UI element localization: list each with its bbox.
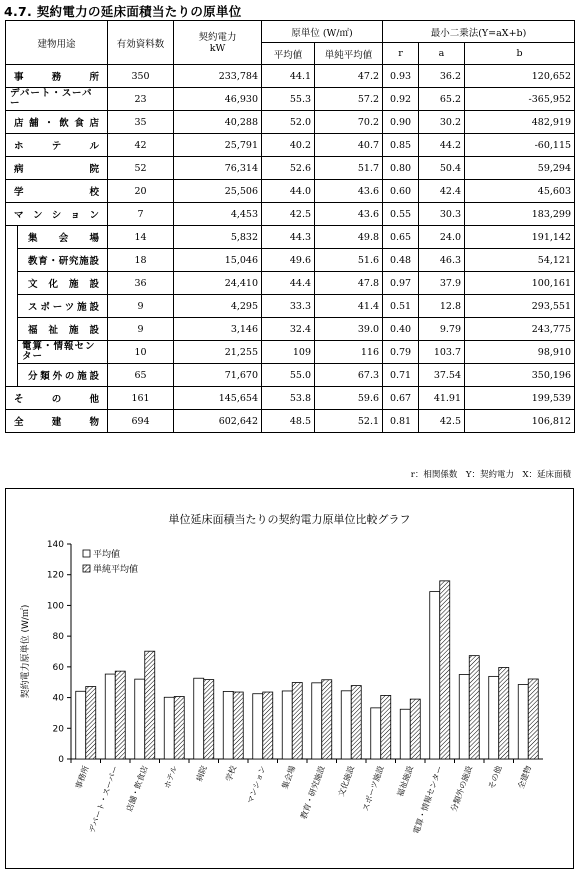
cell-b: 191,142 — [465, 226, 575, 249]
cell-avg: 53.8 — [262, 387, 315, 410]
cell-a: 42.4 — [419, 180, 465, 203]
cell-power: 46,930 — [174, 88, 262, 111]
cell-b: 183,299 — [465, 203, 575, 226]
bar — [174, 696, 184, 759]
table-note: r：相関係数 Y：契約電力 X：延床面積 — [410, 470, 571, 480]
y-tick-label: 140 — [46, 540, 64, 550]
y-tick-label: 20 — [52, 724, 64, 735]
cell-power: 15,046 — [174, 249, 262, 272]
x-tick-label: 福祉施設 — [395, 764, 416, 798]
cell-power: 4,453 — [174, 203, 262, 226]
cell-count: 23 — [108, 88, 174, 111]
bar — [351, 686, 361, 759]
cell-simple: 59.6 — [315, 387, 383, 410]
y-tick-label: 100 — [46, 601, 64, 612]
bar — [322, 680, 332, 759]
cell-a: 37.9 — [419, 272, 465, 295]
cell-simple: 41.4 — [315, 295, 383, 318]
bar — [76, 691, 86, 759]
cell-a: 30.2 — [419, 111, 465, 134]
table-row — [6, 341, 575, 364]
cell-a: 36.2 — [419, 65, 465, 88]
cell-a: 103.7 — [419, 341, 465, 364]
cell-simple: 43.6 — [315, 180, 383, 203]
bar — [86, 687, 96, 759]
row-label: 福 祉 施 設 — [18, 318, 108, 341]
x-tick-label: 店舗・飲食店 — [124, 764, 150, 813]
bar — [135, 679, 145, 759]
subgroup-indent — [6, 226, 18, 387]
y-tick-label: 60 — [52, 662, 64, 673]
cell-power: 21,255 — [174, 341, 262, 364]
cell-a: 42.5 — [419, 410, 465, 433]
x-tick-label: 電算・情報センター — [411, 764, 445, 836]
cell-power: 76,314 — [174, 157, 262, 180]
unit-table — [5, 20, 574, 433]
table-row — [6, 88, 575, 111]
cell-simple: 39.0 — [315, 318, 383, 341]
bar — [440, 581, 450, 759]
cell-a: 50.4 — [419, 157, 465, 180]
legend-label: 平均値 — [93, 550, 121, 560]
table-row — [6, 249, 575, 272]
row-label: そ の 他 — [6, 387, 108, 410]
x-tick-label: スポーツ施設 — [360, 764, 386, 813]
cell-avg: 48.5 — [262, 410, 315, 433]
table-row — [6, 65, 575, 88]
header-ls-group: 最小二乗法(Y=aX+b) — [383, 21, 575, 43]
cell-b: 199,539 — [465, 387, 575, 410]
header-avg: 平均値 — [262, 43, 315, 65]
cell-count: 65 — [108, 364, 174, 387]
y-axis-label: 契約電力原単位 (W/㎡) — [21, 604, 31, 699]
cell-count: 10 — [108, 341, 174, 364]
cell-r: 0.60 — [383, 180, 419, 203]
header-count: 有効資料数 — [108, 21, 174, 65]
cell-b: 120,652 — [465, 65, 575, 88]
y-tick-label: 80 — [52, 632, 64, 643]
cell-simple: 57.2 — [315, 88, 383, 111]
x-tick-label: マンション — [245, 764, 268, 805]
cell-power: 25,506 — [174, 180, 262, 203]
cell-r: 0.97 — [383, 272, 419, 295]
cell-simple: 43.6 — [315, 203, 383, 226]
cell-simple: 49.8 — [315, 226, 383, 249]
cell-power: 602,642 — [174, 410, 262, 433]
cell-simple: 47.2 — [315, 65, 383, 88]
cell-avg: 55.3 — [262, 88, 315, 111]
table-row — [6, 295, 575, 318]
cell-count: 9 — [108, 295, 174, 318]
row-label: デパート・スーパー — [6, 88, 108, 111]
row-label: 事 務 所 — [6, 65, 108, 88]
x-tick-label: 全建物 — [516, 764, 534, 791]
row-label: 病 院 — [6, 157, 108, 180]
bar — [263, 692, 273, 759]
bar — [312, 683, 322, 759]
cell-power: 40,288 — [174, 111, 262, 134]
bar — [292, 683, 302, 759]
bar — [282, 691, 292, 759]
cell-count: 350 — [108, 65, 174, 88]
y-tick-label: 40 — [52, 693, 64, 704]
cell-r: 0.67 — [383, 387, 419, 410]
header-r: r — [383, 43, 419, 65]
cell-r: 0.80 — [383, 157, 419, 180]
table-row — [6, 203, 575, 226]
row-label: 文 化 施 設 — [18, 272, 108, 295]
cell-power: 3,146 — [174, 318, 262, 341]
cell-r: 0.51 — [383, 295, 419, 318]
cell-count: 161 — [108, 387, 174, 410]
bar — [430, 592, 440, 759]
cell-power: 4,295 — [174, 295, 262, 318]
bar — [371, 708, 381, 759]
cell-simple: 67.3 — [315, 364, 383, 387]
cell-a: 46.3 — [419, 249, 465, 272]
x-tick-label: 学校 — [224, 764, 239, 783]
bar — [518, 685, 528, 759]
bar — [489, 676, 499, 759]
legend-swatch — [83, 565, 90, 572]
header-power-label: 契約電力 — [198, 31, 237, 43]
cell-simple: 51.6 — [315, 249, 383, 272]
bar — [233, 692, 243, 759]
header-power — [174, 21, 262, 65]
x-tick-label: その他 — [486, 764, 504, 791]
cell-avg: 44.1 — [262, 65, 315, 88]
cell-count: 42 — [108, 134, 174, 157]
bar — [341, 691, 351, 759]
table-row — [6, 387, 575, 410]
cell-count: 18 — [108, 249, 174, 272]
cell-b: 100,161 — [465, 272, 575, 295]
cell-avg: 52.6 — [262, 157, 315, 180]
bar — [469, 656, 479, 759]
cell-count: 694 — [108, 410, 174, 433]
cell-power: 24,410 — [174, 272, 262, 295]
bar — [459, 675, 469, 759]
cell-count: 14 — [108, 226, 174, 249]
cell-r: 0.55 — [383, 203, 419, 226]
cell-avg: 49.6 — [262, 249, 315, 272]
cell-simple: 47.8 — [315, 272, 383, 295]
bar — [528, 679, 538, 759]
cell-simple: 116 — [315, 341, 383, 364]
row-label: 集 会 場 — [18, 226, 108, 249]
table-row — [6, 134, 575, 157]
bar — [223, 691, 233, 759]
cell-count: 7 — [108, 203, 174, 226]
cell-a: 44.2 — [419, 134, 465, 157]
cell-avg: 55.0 — [262, 364, 315, 387]
cell-a: 37.54 — [419, 364, 465, 387]
cell-avg: 44.3 — [262, 226, 315, 249]
cell-a: 12.8 — [419, 295, 465, 318]
cell-b: 243,775 — [465, 318, 575, 341]
cell-avg: 32.4 — [262, 318, 315, 341]
bar — [410, 699, 420, 759]
cell-r: 0.85 — [383, 134, 419, 157]
cell-power: 145,654 — [174, 387, 262, 410]
x-tick-label: ホテル — [162, 764, 180, 790]
cell-b: 45,603 — [465, 180, 575, 203]
x-tick-label: 病院 — [194, 764, 209, 783]
table-row — [6, 318, 575, 341]
row-label: 教育・研究施設 — [18, 249, 108, 272]
cell-count: 9 — [108, 318, 174, 341]
cell-avg: 52.0 — [262, 111, 315, 134]
bar — [253, 694, 263, 759]
cell-b: -365,952 — [465, 88, 575, 111]
cell-power: 25,791 — [174, 134, 262, 157]
cell-b: 350,196 — [465, 364, 575, 387]
header-simple-avg: 単純平均値 — [315, 43, 383, 65]
bar — [145, 651, 155, 759]
cell-r: 0.40 — [383, 318, 419, 341]
x-tick-label: 教育・研究施設 — [299, 764, 327, 821]
cell-power: 5,832 — [174, 226, 262, 249]
cell-count: 36 — [108, 272, 174, 295]
bar — [164, 697, 174, 759]
x-tick-label: 事務所 — [73, 764, 91, 791]
cell-avg: 33.3 — [262, 295, 315, 318]
legend-label: 単純平均値 — [93, 565, 139, 575]
cell-avg: 109 — [262, 341, 315, 364]
cell-avg: 44.4 — [262, 272, 315, 295]
cell-r: 0.81 — [383, 410, 419, 433]
x-tick-label: 集会場 — [280, 764, 298, 791]
row-label: マンション — [6, 203, 108, 226]
y-tick-label: 0 — [58, 755, 64, 765]
legend-swatch — [83, 550, 90, 557]
x-tick-label: 文化施設 — [336, 764, 357, 798]
chart-panel — [5, 488, 574, 869]
bar — [381, 695, 391, 759]
x-tick-label: 分類外の施設 — [449, 764, 475, 813]
cell-a: 41.91 — [419, 387, 465, 410]
bar — [115, 671, 125, 759]
cell-avg: 42.5 — [262, 203, 315, 226]
bar — [194, 678, 204, 759]
cell-b: 293,551 — [465, 295, 575, 318]
cell-b: 59,294 — [465, 157, 575, 180]
cell-b: 482,919 — [465, 111, 575, 134]
bar — [400, 709, 410, 759]
header-unit-group: 原単位 (W/㎡) — [262, 21, 383, 43]
table-row — [6, 180, 575, 203]
cell-b: -60,115 — [465, 134, 575, 157]
row-label: 電算・情報センター — [18, 341, 108, 364]
cell-count: 52 — [108, 157, 174, 180]
cell-r: 0.92 — [383, 88, 419, 111]
bar-chart — [6, 489, 573, 868]
cell-simple: 70.2 — [315, 111, 383, 134]
table-row — [6, 272, 575, 295]
cell-power: 71,670 — [174, 364, 262, 387]
cell-simple: 40.7 — [315, 134, 383, 157]
header-power-unit: kW — [209, 42, 226, 54]
cell-avg: 44.0 — [262, 180, 315, 203]
row-label: 店舗・飲食店 — [6, 111, 108, 134]
table-row — [6, 157, 575, 180]
row-label: 学 校 — [6, 180, 108, 203]
header-usage: 建物用途 — [6, 21, 108, 65]
table-row — [6, 226, 575, 249]
cell-r: 0.65 — [383, 226, 419, 249]
cell-power: 233,784 — [174, 65, 262, 88]
cell-a: 30.3 — [419, 203, 465, 226]
row-label: 全 建 物 — [6, 410, 108, 433]
table-row — [6, 364, 575, 387]
cell-r: 0.79 — [383, 341, 419, 364]
page-title: 4.7. 契約電力の延床面積当たりの原単位 — [4, 4, 242, 19]
bar — [204, 680, 214, 759]
chart-title: 単位延床面積当たりの契約電力原単位比較グラフ — [168, 513, 411, 526]
cell-a: 65.2 — [419, 88, 465, 111]
cell-b: 54,121 — [465, 249, 575, 272]
cell-r: 0.48 — [383, 249, 419, 272]
cell-b: 98,910 — [465, 341, 575, 364]
header-b: b — [465, 43, 575, 65]
cell-simple: 51.7 — [315, 157, 383, 180]
table-row — [6, 111, 575, 134]
cell-a: 24.0 — [419, 226, 465, 249]
table-row — [6, 410, 575, 433]
cell-count: 20 — [108, 180, 174, 203]
cell-r: 0.93 — [383, 65, 419, 88]
cell-simple: 52.1 — [315, 410, 383, 433]
bar — [499, 667, 509, 759]
cell-r: 0.71 — [383, 364, 419, 387]
y-tick-label: 120 — [46, 570, 64, 581]
header-a: a — [419, 43, 465, 65]
cell-avg: 40.2 — [262, 134, 315, 157]
cell-b: 106,812 — [465, 410, 575, 433]
row-label: スポーツ施設 — [18, 295, 108, 318]
row-label: ホ テ ル — [6, 134, 108, 157]
bar — [105, 674, 115, 759]
x-tick-label: デパート・スーパー — [87, 764, 121, 835]
cell-count: 35 — [108, 111, 174, 134]
cell-r: 0.90 — [383, 111, 419, 134]
cell-a: 9.79 — [419, 318, 465, 341]
row-label: 分類外の施設 — [18, 364, 108, 387]
